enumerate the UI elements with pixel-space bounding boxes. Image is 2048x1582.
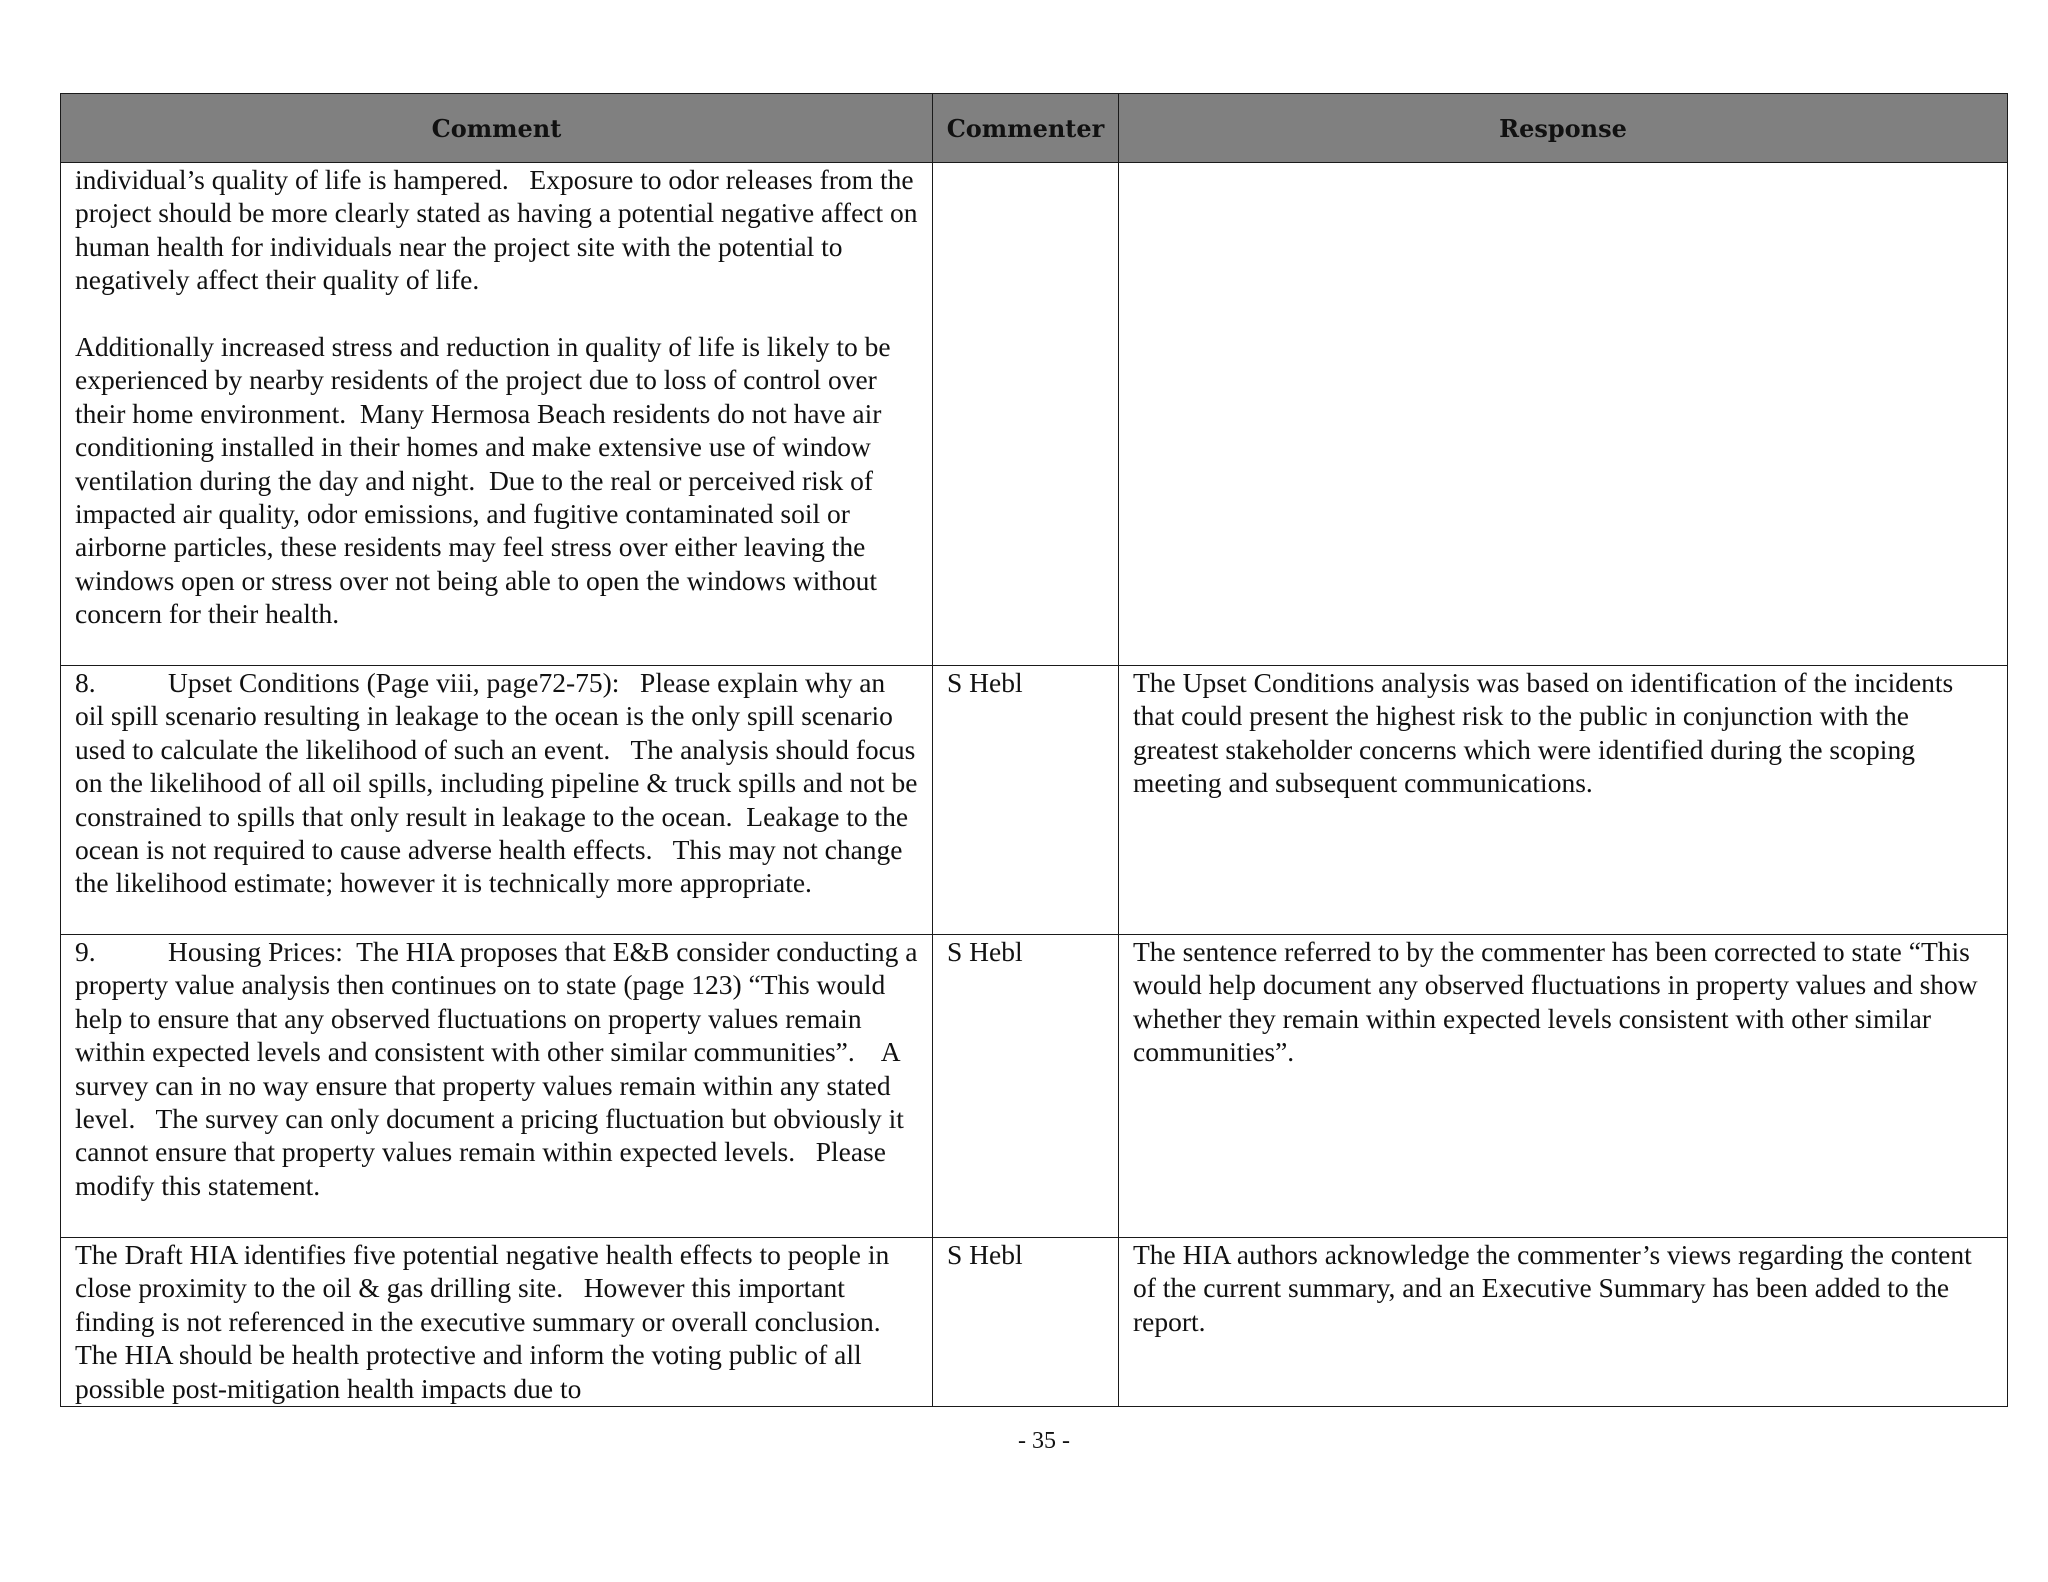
commenter-cell: S Hebl — [933, 1238, 1119, 1407]
comment-response-table — [60, 93, 2008, 1407]
commenter-cell — [933, 163, 1119, 666]
table-header — [61, 94, 2008, 163]
header-comment: Comment — [61, 94, 933, 163]
paragraph-gap — [75, 297, 920, 330]
comment-number: 9. — [75, 936, 96, 967]
header-response: Response — [1119, 94, 2008, 163]
comment-paragraph: Additionally increased stress and reduction in quality of life is likely to be experienced by nearby residents of the project due to loss of control over their home environment. Many Hermosa Beach residents do not have air conditioning installed in their homes and make extensive use of window ventilation during the day and night. Due to the real or perceived risk of impacted air quality, odor emissions, and fugitive contaminated soil or airborne particles, these residents may feel stress over either leaving the windows open or stress over not being able to open the windows without concern for their health. — [75, 331, 898, 630]
header-row — [61, 94, 2008, 163]
response-cell — [1119, 163, 2008, 666]
response-cell: The Upset Conditions analysis was based on identification of the incidents that could present the highest risk to the public in conjunction with the greatest stakeholder concerns which were identified during the scoping meeting and subsequent communications. — [1119, 666, 2008, 935]
table-row — [61, 935, 2008, 1238]
commenter-cell: S Hebl — [933, 935, 1119, 1238]
table-row — [61, 666, 2008, 935]
comment-cell — [61, 1238, 933, 1407]
commenter-cell: S Hebl — [933, 666, 1119, 935]
comment-paragraph: individual’s quality of life is hampered. Exposure to odor releases from the project should be more clearly stated as having a potential negative affect on human health for individuals near the project site with the potential to negatively affect their quality of life. — [75, 164, 925, 296]
response-cell: The sentence referred to by the commenter has been corrected to state “This would help document any observed fluctuations in property values and show whether they remain within expected levels consistent with other similar communities”. — [1119, 935, 2008, 1238]
table-body — [61, 163, 2008, 1407]
comment-text: Upset Conditions (Page viii, page72-75): Please explain why an oil spill scenario resulting in leakage to the ocean is the only spill scenario used to calculate the likelihood of such an event. The analysis should focus on the likelihood of all oil spills, including pipeline & truck spills and not be constrained to spills that only result in leakage to the ocean. Leakage to the ocean is not required to cause adverse health effects. This may not change the likelihood estimate; however it is technically more appropriate. — [75, 667, 925, 899]
comment-cell — [61, 666, 933, 935]
table-row — [61, 1238, 2008, 1407]
page-number: - 35 - — [1018, 1428, 1070, 1454]
response-cell: The HIA authors acknowledge the commenter’s views regarding the content of the current summary, and an Executive Summary has been added to the report. — [1119, 1238, 2008, 1407]
comment-text: The Draft HIA identifies five potential negative health effects to people in close proximity to the oil & gas drilling site. However this important finding is not referenced in the executive summary or overall conclusion. The HIA should be health protective and inform the voting public of all possible post-mitigation health impacts due to — [75, 1239, 901, 1404]
comment-cell — [61, 935, 933, 1238]
comment-cell — [61, 163, 933, 666]
header-commenter: Commenter — [933, 94, 1119, 163]
comment-number: 8. — [75, 667, 96, 698]
comment-text: Housing Prices: The HIA proposes that E&B consider conducting a property value analysis then continues on to state (page 123) “This would help to ensure that any observed fluctuations on property values remain within expected levels and consistent with other similar communities”. A survey can in no way ensure that property values remain within any stated level. The survey can only document a pricing fluctuation but obviously it cannot ensure that property values remain within expected levels. Please modify this statement. — [75, 936, 925, 1201]
table-row — [61, 163, 2008, 666]
